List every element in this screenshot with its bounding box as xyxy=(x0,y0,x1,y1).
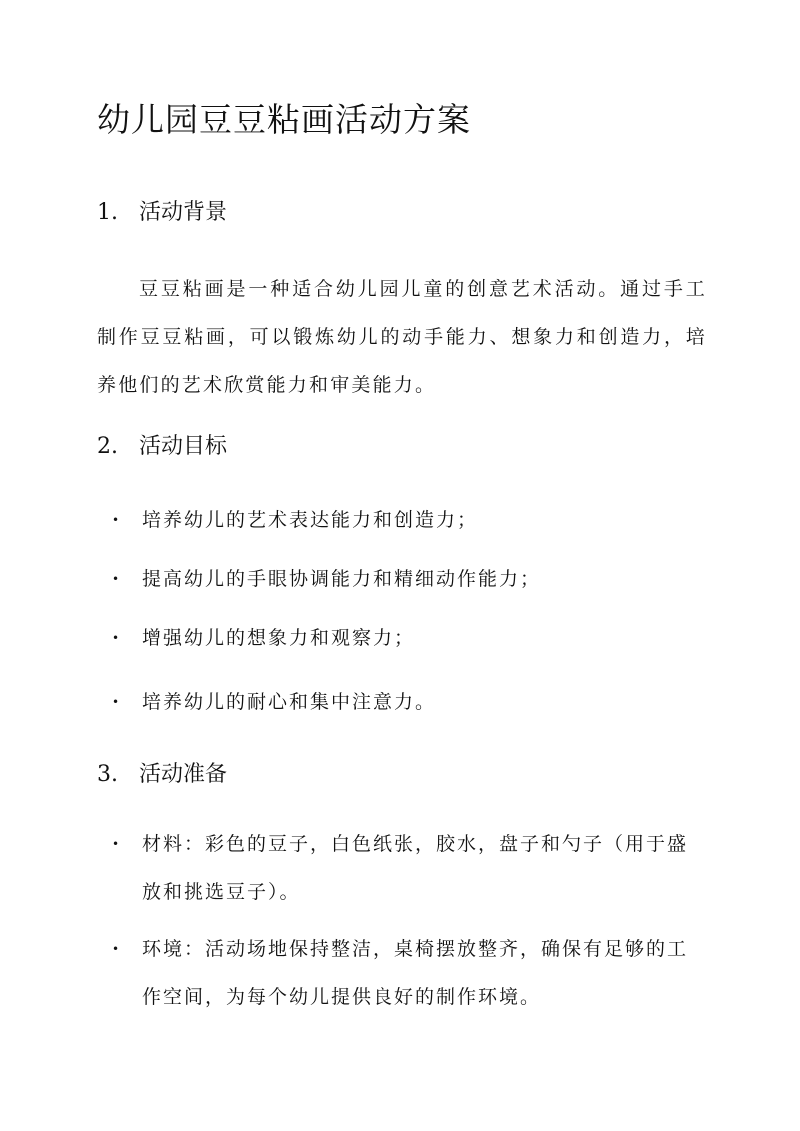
goal-list-item xyxy=(112,555,692,603)
section-title: 活动准备 xyxy=(139,762,228,787)
goal-list-item xyxy=(112,496,692,544)
bullet-icon: • xyxy=(112,513,122,527)
preparation-text: 材料：彩色的豆子，白色纸张，胶水，盘子和勺子（用于盛放和挑选豆子）。 xyxy=(142,833,689,903)
bullet-icon: • xyxy=(112,572,122,586)
section-title: 活动目标 xyxy=(139,434,228,459)
background-paragraph: 豆豆粘画是一种适合幼儿园儿童的创意艺术活动。通过手工制作豆豆粘画，可以锻炼幼儿的动手能力、想象力和创造力，培养他们的艺术欣赏能力和审美能力。 xyxy=(97,278,707,396)
bullet-icon: • xyxy=(112,631,122,645)
section-heading-background xyxy=(97,197,227,229)
bullet-icon: • xyxy=(112,942,122,956)
goal-list-item xyxy=(112,678,692,726)
bullet-icon: • xyxy=(112,837,122,851)
goal-list-item xyxy=(112,614,692,662)
section-number: 3. xyxy=(97,762,118,787)
goal-text: 增强幼儿的想象力和观察力； xyxy=(142,627,416,649)
goal-text: 培养幼儿的耐心和集中注意力。 xyxy=(142,691,437,713)
preparation-text: 环境：活动场地保持整洁，桌椅摆放整齐，确保有足够的工作空间，为每个幼儿提供良好的制作环境。 xyxy=(142,938,689,1008)
bullet-icon: • xyxy=(112,695,122,709)
goal-text: 培养幼儿的艺术表达能力和创造力； xyxy=(142,509,479,531)
section-number: 2. xyxy=(97,434,118,459)
document-title: 幼儿园豆豆粘画活动方案 xyxy=(97,100,471,139)
preparation-list-item xyxy=(112,820,692,916)
section-heading-preparation xyxy=(97,759,227,791)
goal-text: 提高幼儿的手眼协调能力和精细动作能力； xyxy=(142,568,542,590)
section-title: 活动背景 xyxy=(139,200,228,225)
preparation-list-item xyxy=(112,925,692,1021)
section-number: 1. xyxy=(97,200,118,225)
section-heading-goals xyxy=(97,431,227,463)
